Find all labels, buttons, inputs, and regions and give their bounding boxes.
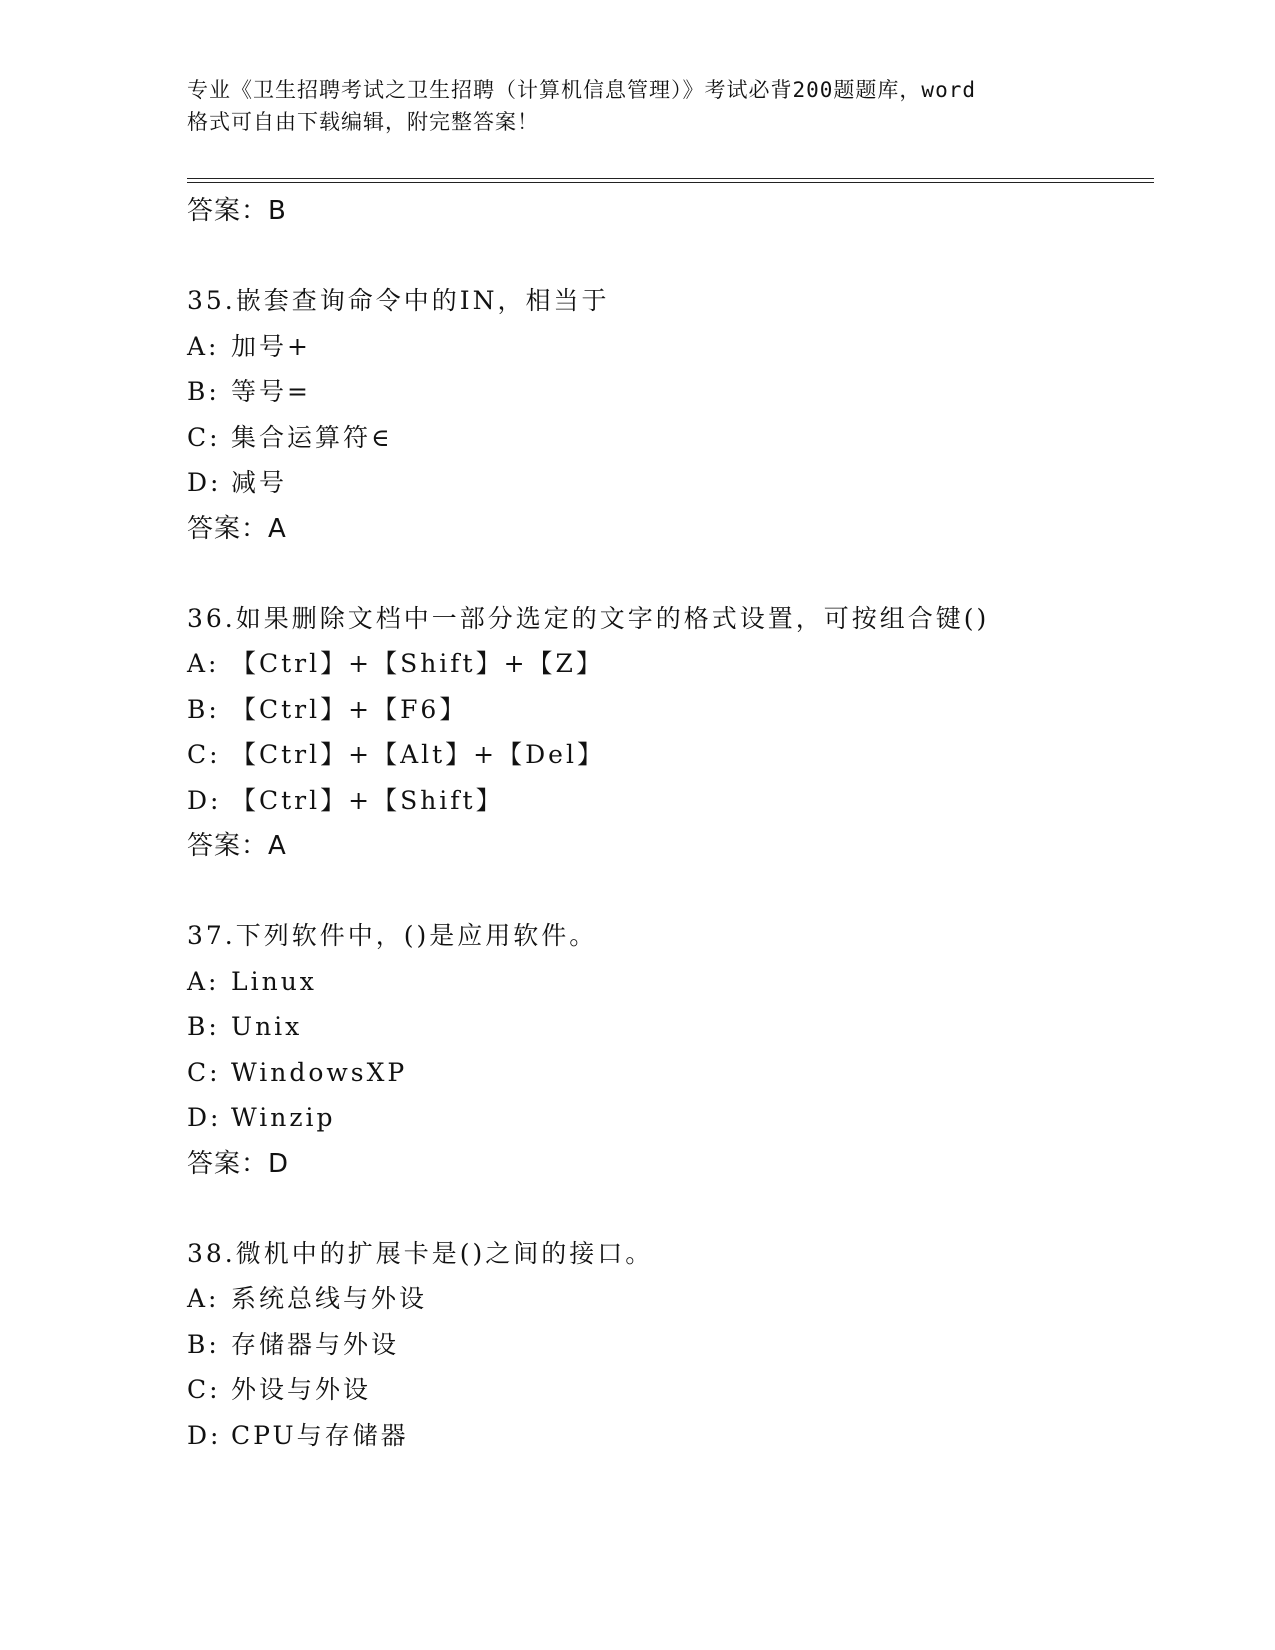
option-letter: D: <box>187 785 222 815</box>
question-36 <box>187 596 1147 870</box>
option-text: WindowsXP <box>231 1057 408 1087</box>
option-letter: A: <box>187 966 220 996</box>
spacer <box>187 234 1147 278</box>
option-text: 存储器与外设 <box>231 1329 400 1359</box>
option-text: Linux <box>231 966 317 996</box>
question-stem: 37.下列软件中，()是应用软件。 <box>187 921 598 950</box>
option-letter: B: <box>187 1329 220 1359</box>
option-text: 等号= <box>231 377 311 406</box>
question-37 <box>187 913 1147 1187</box>
option-c <box>187 732 1147 778</box>
option-d <box>187 1095 1147 1141</box>
spacer <box>187 869 1147 913</box>
option-c <box>187 415 1147 461</box>
option-text: CPU与存储器 <box>231 1420 409 1450</box>
option-c <box>187 1050 1147 1096</box>
question-stem: 38.微机中的扩展卡是()之间的接口。 <box>187 1238 654 1268</box>
question-stem: 35.嵌套查询命令中的IN，相当于 <box>187 286 610 315</box>
option-text: Unix <box>231 1012 303 1041</box>
option-a <box>187 641 1147 687</box>
option-d <box>187 778 1147 824</box>
option-text: 减号 <box>231 468 288 497</box>
option-b <box>187 369 1147 415</box>
option-a <box>187 959 1147 1005</box>
option-letter: C: <box>187 1057 221 1087</box>
option-text: 【Ctrl】+【Shift】+【Z】 <box>231 649 604 678</box>
question-list <box>187 188 1147 1458</box>
option-letter: B: <box>187 377 220 406</box>
option-text: 【Ctrl】+【Shift】 <box>231 785 504 815</box>
option-letter: C: <box>187 1375 221 1404</box>
option-letter: D: <box>187 1420 222 1450</box>
document-header <box>187 74 1087 138</box>
option-a <box>187 1276 1147 1322</box>
option-text: 【Ctrl】+【Alt】+【Del】 <box>231 740 605 769</box>
header-line-1: 专业《卫生招聘考试之卫生招聘（计算机信息管理）》考试必背200题题库，word <box>187 78 976 102</box>
option-d <box>187 460 1147 506</box>
option-letter: C: <box>187 740 221 769</box>
question-35 <box>187 278 1147 552</box>
option-text: 外设与外设 <box>231 1375 372 1404</box>
answer-line: 答案：D <box>187 1148 290 1179</box>
spacer <box>187 1187 1147 1231</box>
option-b <box>187 1322 1147 1368</box>
option-letter: A: <box>187 1284 220 1313</box>
option-text: 系统总线与外设 <box>231 1284 428 1313</box>
option-a <box>187 324 1147 370</box>
answer-line: 答案：A <box>187 513 287 544</box>
option-text: Winzip <box>231 1103 336 1132</box>
option-letter: C: <box>187 422 221 452</box>
option-d <box>187 1413 1147 1459</box>
option-letter: A: <box>187 331 220 361</box>
question-stem: 36.如果删除文档中一部分选定的文字的格式设置，可按组合键() <box>187 603 990 633</box>
option-letter: D: <box>187 1103 222 1132</box>
option-b <box>187 1004 1147 1050</box>
answer-line: 答案：B <box>187 196 287 226</box>
option-letter: B: <box>187 1012 220 1041</box>
question-38 <box>187 1231 1147 1459</box>
option-text: 【Ctrl】+【F6】 <box>231 694 468 724</box>
option-letter: D: <box>187 468 222 497</box>
option-text: 集合运算符∈ <box>231 422 393 452</box>
answer-line: 答案：A <box>187 831 287 861</box>
option-b <box>187 687 1147 733</box>
header-divider <box>187 178 1154 183</box>
option-letter: A: <box>187 649 220 678</box>
spacer <box>187 552 1147 596</box>
option-letter: B: <box>187 694 220 724</box>
option-text: 加号+ <box>231 331 311 361</box>
option-c <box>187 1367 1147 1413</box>
header-line-2: 格式可自由下载编辑，附完整答案！ <box>187 110 539 134</box>
